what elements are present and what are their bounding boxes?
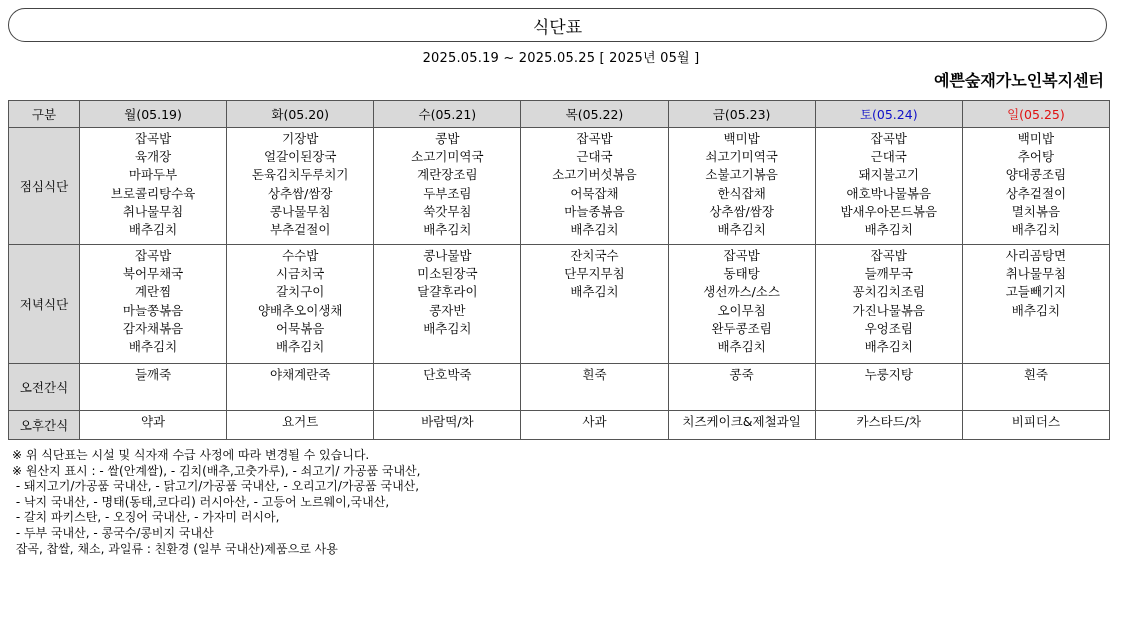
page-title-box [8, 8, 1107, 42]
menu-cell [668, 364, 815, 411]
menu-cell [521, 364, 668, 411]
menu-cell [374, 411, 521, 440]
menu-cell [521, 245, 668, 364]
menu-cell [521, 128, 668, 245]
menu-item: 콩자반 [429, 302, 466, 318]
table-row-lunch [9, 128, 1110, 245]
day-header-fri: 금(05.23) [668, 101, 815, 128]
menu-item: 오이무침 [717, 302, 766, 318]
day-header-thu: 목(05.22) [521, 101, 668, 128]
menu-item: 마늘쫑볶음 [122, 302, 184, 318]
menu-item: 약과 [140, 414, 166, 429]
menu-item: 취나물무침 [122, 203, 184, 219]
menu-item: 배추김치 [717, 222, 766, 238]
menu-cell [962, 128, 1109, 245]
menu-item: 계란장조림 [417, 167, 478, 183]
menu-cell [227, 364, 374, 411]
menu-item: 소고기버섯볶음 [552, 167, 637, 183]
day-header-mon: 월(05.19) [80, 101, 227, 128]
menu-item: 어묵볶음 [276, 320, 325, 336]
menu-item: 밥새우아몬드볶음 [840, 203, 938, 219]
center-name: 예쁜숲재가노인복지센터 [933, 71, 1104, 90]
table-row-dinner [9, 245, 1110, 364]
menu-item: 배추김치 [128, 222, 178, 238]
menu-item: 마늘종볶음 [564, 203, 625, 219]
menu-item: 어묵잡채 [570, 185, 619, 201]
menu-item: 야채계란죽 [270, 367, 331, 382]
note-line: - 낙지 국내산, - 명태(동태,코다리) 러시아산, - 고등어 노르웨이,국내산, [12, 494, 390, 509]
menu-cell [815, 128, 962, 245]
menu-item: 한식잡채 [717, 185, 766, 201]
menu-item: 시금치국 [276, 266, 325, 282]
day-header-sun: 일(05.25) [962, 101, 1109, 128]
row-label: 점심식단 [9, 128, 80, 245]
menu-cell [374, 128, 521, 245]
menu-item: 상추겉절이 [1005, 185, 1067, 201]
menu-item: 콩나물밥 [423, 248, 472, 263]
row-label: 오전간식 [9, 364, 80, 411]
menu-cell [668, 245, 815, 364]
menu-item: 부추겉절이 [270, 222, 331, 238]
menu-item: 돼지불고기 [858, 167, 919, 183]
menu-cell [80, 411, 227, 440]
menu-item: 잡곡밥 [723, 248, 760, 263]
menu-item: 흰죽 [1023, 367, 1048, 382]
day-header-tue: 화(05.20) [227, 101, 374, 128]
menu-cell [227, 411, 374, 440]
menu-cell [815, 411, 962, 440]
menu-item: 미소된장국 [417, 266, 478, 282]
menu-item: 사리곰탕면 [1005, 248, 1067, 263]
menu-cell [815, 245, 962, 364]
note-line: 잡곡, 찹쌀, 채소, 과일류 : 친환경 (일부 국내산)제품으로 사용 [12, 541, 338, 556]
menu-cell [374, 364, 521, 411]
menu-item: 잡곡밥 [870, 248, 907, 263]
menu-item: 배추김치 [128, 339, 178, 355]
menu-cell [962, 411, 1109, 440]
menu-item: 소고기미역국 [411, 149, 484, 165]
menu-item: 들깨무국 [864, 266, 913, 282]
note-line: - 갈치 파키스탄, - 오징어 국내산, - 가자미 러시아, [12, 510, 280, 525]
menu-item: 달걀후라이 [417, 284, 478, 300]
menu-item: 계란찜 [134, 284, 172, 300]
menu-cell [668, 411, 815, 440]
menu-item: 동태탕 [723, 266, 760, 282]
menu-item: 요거트 [282, 414, 319, 429]
corner-header: 구분 [9, 101, 80, 128]
menu-item: 양대콩조림 [1005, 167, 1067, 183]
menu-cell [80, 364, 227, 411]
menu-item: 우엉조림 [864, 320, 913, 336]
menu-item: 백미밥 [1017, 131, 1055, 146]
menu-item: 멸치볶음 [1011, 203, 1061, 219]
day-header-wed: 수(05.21) [374, 101, 521, 128]
menu-item: 잡곡밥 [576, 131, 613, 146]
table-row-afternoon-snack [9, 411, 1110, 440]
menu-item: 배추김치 [1011, 302, 1061, 318]
menu-item: 쑥갓무침 [423, 203, 472, 219]
menu-item: 잡곡밥 [870, 131, 907, 146]
menu-item: 바람떡/차 [421, 414, 474, 429]
note-line: - 두부 국내산, - 콩국수/콩비지 국내산 [12, 525, 214, 540]
menu-item: 잡곡밥 [134, 131, 172, 146]
menu-item: 들깨죽 [134, 367, 172, 382]
menu-item: 배추김치 [717, 339, 766, 355]
menu-item: 고들빼기지 [1005, 284, 1067, 300]
menu-item: 양배추오이생채 [257, 302, 343, 318]
menu-item: 애호박나물볶음 [846, 185, 932, 201]
menu-item: 단무지무침 [564, 266, 625, 282]
row-label: 오후간식 [9, 411, 80, 440]
menu-item: 가진나물볶음 [852, 302, 925, 318]
menu-item: 완두콩조림 [711, 320, 772, 336]
note-line: ※ 위 식단표는 시설 및 식자재 수급 사정에 따라 변경될 수 있습니다. [12, 448, 370, 462]
menu-cell [80, 245, 227, 364]
header-row [9, 101, 1110, 128]
menu-item: 배추김치 [864, 339, 913, 355]
row-label: 저녁식단 [9, 245, 80, 364]
menu-cell [815, 364, 962, 411]
menu-item: 백미밥 [723, 131, 760, 146]
menu-item: 소불고기볶음 [705, 167, 778, 183]
menu-item: 돈육김치두루치기 [251, 167, 349, 183]
menu-item: 배추김치 [423, 320, 472, 336]
menu-item: 얼갈이된장국 [263, 149, 337, 165]
menu-item: 콩나물무침 [270, 203, 331, 219]
menu-item: 콩죽 [729, 367, 754, 382]
menu-item: 상추쌈/쌈장 [709, 203, 774, 219]
menu-item: 쇠고기미역국 [705, 149, 778, 165]
menu-item: 취나물무침 [1005, 266, 1067, 282]
menu-item: 북어무채국 [122, 266, 184, 282]
menu-item: 배추김치 [864, 222, 913, 238]
notes-section [12, 448, 420, 557]
menu-item: 브로콜리탕수육 [110, 185, 196, 201]
menu-item: 치즈케이크&제철과일 [682, 414, 801, 429]
menu-item: 기장밥 [282, 131, 319, 146]
menu-cell [227, 128, 374, 245]
menu-cell [80, 128, 227, 245]
menu-item: 마파두부 [128, 167, 178, 183]
menu-item: 콩밥 [435, 131, 460, 146]
menu-item: 감자채볶음 [122, 320, 184, 336]
menu-cell [227, 245, 374, 364]
menu-item: 두부조림 [423, 185, 472, 201]
day-header-sat: 토(05.24) [815, 101, 962, 128]
menu-item: 생선까스/소스 [703, 284, 780, 300]
menu-item: 사과 [582, 414, 607, 429]
menu-cell [962, 245, 1109, 364]
menu-cell [668, 128, 815, 245]
menu-item: 비피더스 [1011, 414, 1061, 429]
menu-item: 잡곡밥 [134, 248, 172, 263]
note-line: ※ 원산지 표시 : - 쌀(안계쌀), - 김치(배추,고춧가루), - 쇠고기/ 가공품 국내산, [12, 463, 421, 478]
menu-item: 꽁치김치조림 [852, 284, 925, 300]
menu-cell [374, 245, 521, 364]
menu-table [8, 100, 1110, 440]
menu-item: 근대국 [576, 149, 613, 165]
menu-item: 단호박죽 [423, 367, 472, 382]
menu-item: 육개장 [134, 149, 172, 165]
menu-item: 갈치구이 [276, 284, 325, 300]
menu-item: 근대국 [870, 149, 907, 165]
menu-cell [962, 364, 1109, 411]
menu-cell [521, 411, 668, 440]
menu-item: 상추쌈/쌈장 [267, 185, 333, 201]
period-text: 2025.05.19 ~ 2025.05.25 [ 2025년 05월 ] [422, 51, 700, 66]
menu-item: 카스타드/차 [856, 414, 922, 429]
table-row-morning-snack [9, 364, 1110, 411]
menu-item: 누룽지탕 [864, 367, 913, 382]
menu-item: 배추김치 [276, 339, 325, 355]
menu-item: 배추김치 [570, 222, 619, 238]
menu-item: 잔치국수 [570, 248, 619, 263]
note-line: - 돼지고기/가공품 국내산, - 닭고기/가공품 국내산, - 오리고기/가공품 국내산, [12, 479, 420, 494]
menu-item: 배추김치 [570, 284, 619, 300]
menu-item: 배추김치 [1011, 222, 1061, 238]
menu-item: 흰죽 [582, 367, 607, 382]
menu-item: 추어탕 [1017, 149, 1055, 165]
menu-item: 배추김치 [423, 222, 472, 238]
page-title: 식단표 [532, 17, 583, 38]
menu-item: 수수밥 [282, 248, 319, 263]
